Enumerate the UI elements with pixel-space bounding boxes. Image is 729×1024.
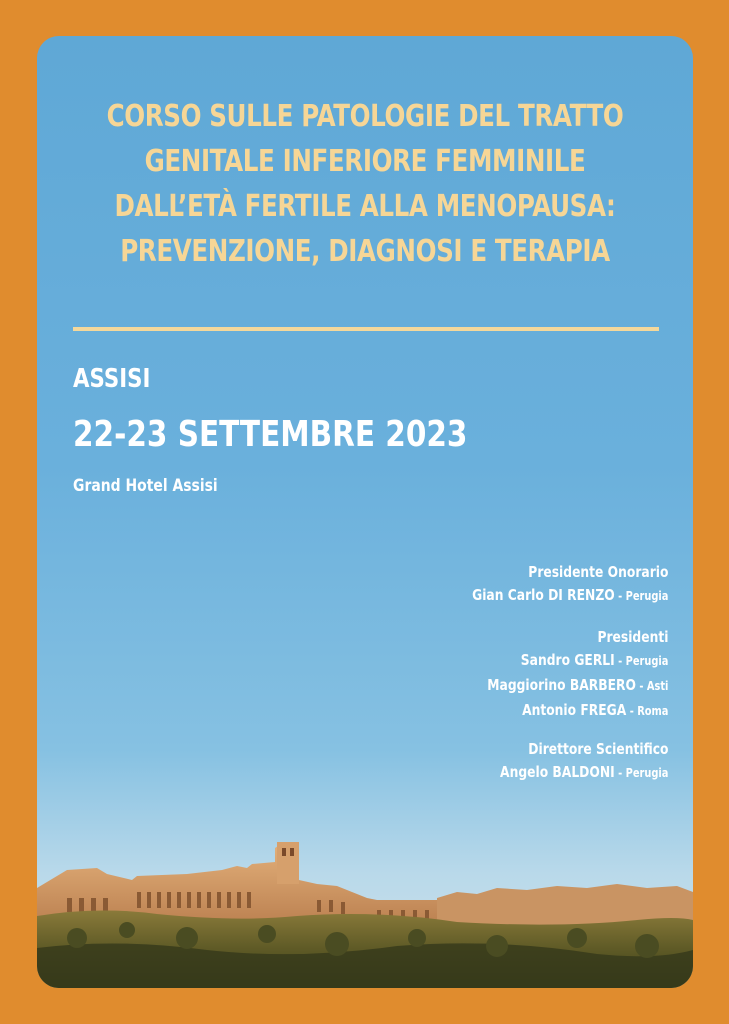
person-name: Antonio FREGA bbox=[521, 701, 626, 719]
scientific-director-label: Direttore Scientifico bbox=[527, 740, 668, 758]
person-city: - Asti bbox=[635, 679, 668, 693]
person-city: - Perugia bbox=[614, 589, 668, 603]
event-city: ASSISI bbox=[73, 364, 151, 394]
honorary-president bbox=[472, 583, 668, 608]
presidents-label: Presidenti bbox=[597, 628, 668, 646]
course-title bbox=[96, 94, 634, 274]
title-line-1: CORSO SULLE PATOLOGIE DEL TRATTO bbox=[106, 99, 624, 134]
scientific-director bbox=[472, 760, 668, 785]
person-name: Sandro GERLI bbox=[520, 651, 615, 669]
assisi-landscape-image bbox=[37, 788, 693, 988]
title-line-3: DALL’ETÀ FERTILE ALLA MENOPAUSA: bbox=[114, 189, 616, 224]
event-dates: 22-23 SETTEMBRE 2023 bbox=[73, 414, 468, 455]
president-3 bbox=[472, 698, 668, 723]
person-name: Angelo BALDONI bbox=[499, 763, 615, 781]
divider-rule bbox=[73, 327, 659, 331]
person-name: Gian Carlo DI RENZO bbox=[471, 586, 615, 604]
president-2 bbox=[472, 673, 668, 698]
honorary-president-label: Presidente Onorario bbox=[527, 563, 668, 581]
person-city: - Roma bbox=[625, 704, 668, 718]
president-1 bbox=[472, 648, 668, 673]
title-line-4: PREVENZIONE, DIAGNOSI E TERAPIA bbox=[120, 234, 610, 269]
committee-block bbox=[472, 562, 668, 785]
person-city: - Perugia bbox=[614, 766, 668, 780]
poster-panel bbox=[37, 36, 693, 988]
event-venue: Grand Hotel Assisi bbox=[73, 476, 218, 496]
person-city: - Perugia bbox=[614, 654, 668, 668]
person-name: Maggiorino BARBERO bbox=[486, 676, 636, 694]
title-line-2: GENITALE INFERIORE FEMMINILE bbox=[144, 144, 586, 179]
